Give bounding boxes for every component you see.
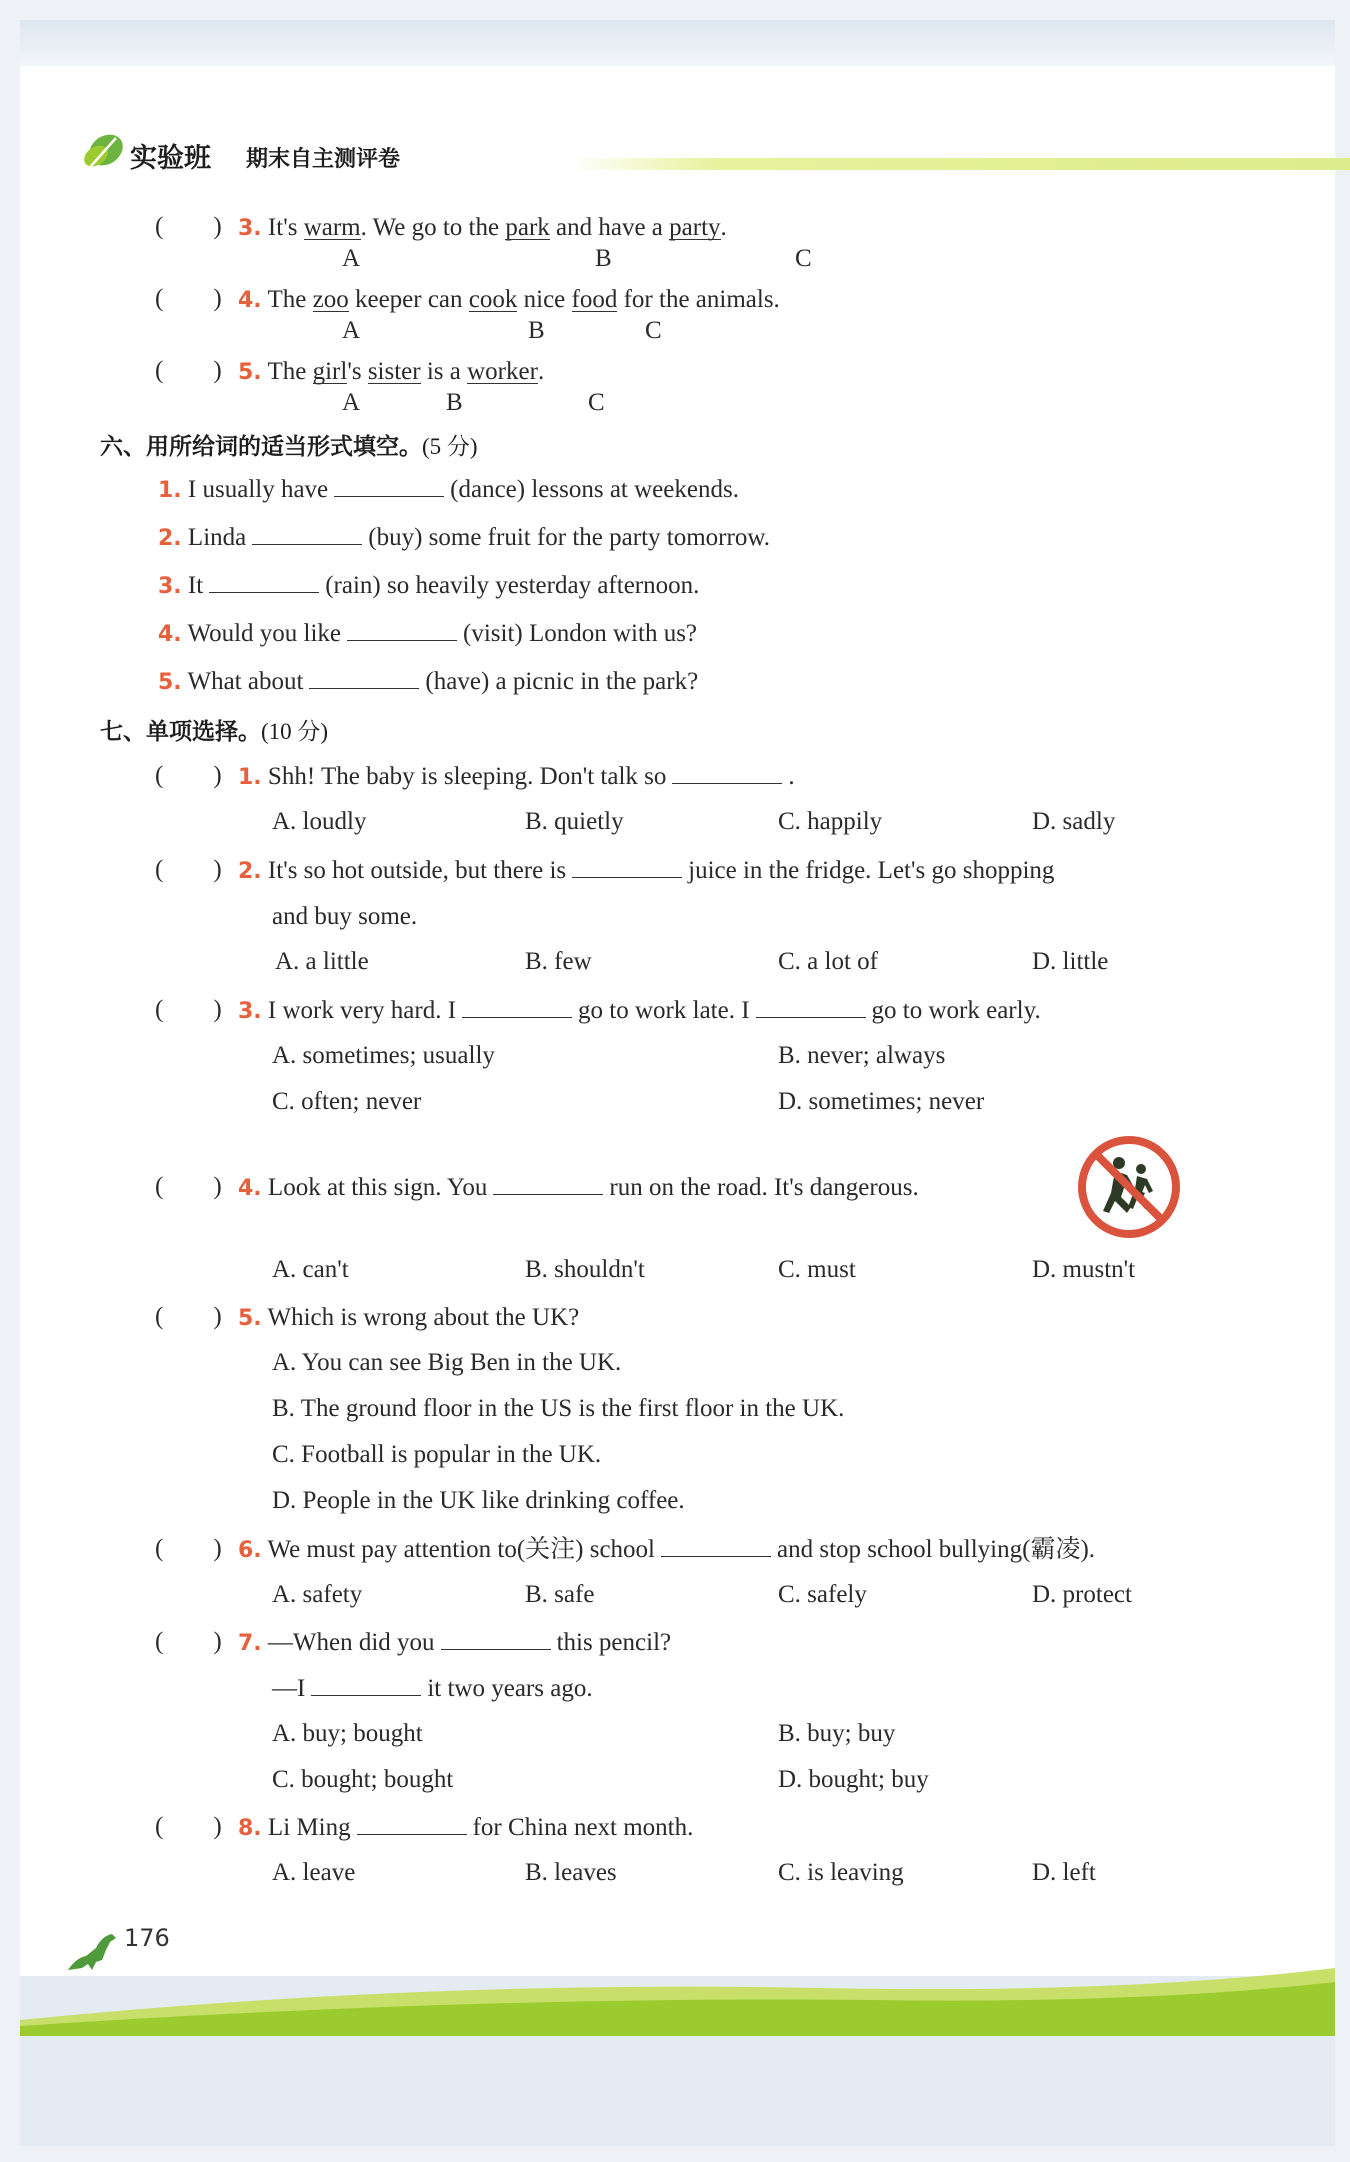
- answer-paren[interactable]: ( ): [155, 1628, 222, 1655]
- fill-item: 2. Linda (buy) some fruit for the party tomorrow.: [158, 524, 770, 551]
- question-row: 8. Li Ming for China next month.: [238, 1814, 694, 1841]
- option-b[interactable]: B. few: [525, 948, 592, 975]
- option-c[interactable]: C. bought; bought: [272, 1766, 454, 1793]
- answer-blank[interactable]: [441, 1628, 551, 1650]
- answer-blank[interactable]: [311, 1674, 421, 1696]
- question-row-continued: —I it two years ago.: [272, 1675, 593, 1702]
- fill-item: 1. I usually have (dance) lessons at weekends.: [158, 476, 739, 503]
- choice-mark: B: [595, 245, 612, 272]
- answer-paren[interactable]: ( ): [155, 285, 222, 312]
- question-row: [238, 213, 727, 244]
- question-row-continued: and buy some.: [272, 903, 418, 930]
- choice-mark: B: [446, 389, 463, 416]
- option-c[interactable]: C. often; never: [272, 1088, 422, 1115]
- option-d[interactable]: D. protect: [1032, 1581, 1132, 1608]
- option-d[interactable]: D. sometimes; never: [778, 1088, 985, 1115]
- option-d[interactable]: D. sadly: [1032, 808, 1116, 835]
- paper-subtitle: 期末自主测评卷: [246, 147, 401, 172]
- option-a[interactable]: A. can't: [272, 1256, 349, 1283]
- answer-paren[interactable]: ( ): [155, 213, 222, 240]
- answer-blank[interactable]: [661, 1535, 771, 1557]
- question-row: 7. —When did you this pencil?: [238, 1629, 672, 1656]
- option-a[interactable]: A. leave: [272, 1859, 356, 1886]
- question-row: [238, 285, 780, 316]
- option-c[interactable]: C. must: [778, 1256, 856, 1283]
- choice-mark: A: [342, 245, 361, 272]
- answer-paren[interactable]: ( ): [155, 1535, 222, 1562]
- option-d[interactable]: D. People in the UK like drinking coffee.: [272, 1487, 685, 1514]
- option-a[interactable]: A. safety: [272, 1581, 363, 1608]
- fill-item: 3. It (rain) so heavily yesterday afternoon.: [158, 572, 700, 599]
- section-title: 七、单项选择。(10 分): [100, 719, 329, 745]
- question-text: The zoo keeper can cook nice food for the animals.: [267, 286, 780, 313]
- answer-blank[interactable]: [462, 996, 572, 1018]
- fill-item: 4. Would you like (visit) London with us?: [158, 620, 698, 647]
- option-c[interactable]: C. Football is popular in the UK.: [272, 1441, 602, 1468]
- answer-paren[interactable]: ( ): [155, 856, 222, 883]
- option-d[interactable]: D. left: [1032, 1859, 1096, 1886]
- option-b[interactable]: B. The ground floor in the US is the first floor in the UK.: [272, 1395, 845, 1422]
- footer-wave: [20, 1960, 1335, 2036]
- option-a[interactable]: A. loudly: [272, 808, 367, 835]
- option-a[interactable]: A. a little: [275, 948, 369, 975]
- answer-blank[interactable]: [209, 571, 319, 593]
- answer-blank[interactable]: [347, 619, 457, 641]
- question-row: 1. Shh! The baby is sleeping. Don't talk so .: [238, 763, 795, 790]
- option-c[interactable]: C. a lot of: [778, 948, 878, 975]
- option-c[interactable]: C. is leaving: [778, 1859, 904, 1886]
- answer-blank[interactable]: [309, 667, 419, 689]
- answer-paren[interactable]: ( ): [155, 762, 222, 789]
- option-b[interactable]: B. buy; buy: [778, 1720, 896, 1747]
- choice-mark: A: [342, 389, 361, 416]
- option-d[interactable]: D. mustn't: [1032, 1256, 1136, 1283]
- answer-paren[interactable]: ( ): [155, 1813, 222, 1840]
- answer-paren[interactable]: ( ): [155, 996, 222, 1023]
- question-row: 5. Which is wrong about the UK?: [238, 1304, 580, 1331]
- option-c[interactable]: C. happily: [778, 808, 883, 835]
- answer-blank[interactable]: [493, 1173, 603, 1195]
- page-number: 176: [124, 1924, 170, 1952]
- question-row: 6. We must pay attention to(关注) school and stop school bullying(霸凌).: [238, 1536, 1096, 1563]
- question-text: It's warm. We go to the park and have a party.: [267, 214, 727, 241]
- question-row: 4. Look at this sign. You run on the road. It's dangerous.: [238, 1174, 919, 1201]
- no-running-sign-icon: [1075, 1133, 1183, 1241]
- answer-paren[interactable]: ( ): [155, 1173, 222, 1200]
- answer-blank[interactable]: [756, 996, 866, 1018]
- option-a[interactable]: A. You can see Big Ben in the UK.: [272, 1349, 622, 1376]
- answer-blank[interactable]: [672, 762, 782, 784]
- fill-item: 5. What about (have) a picnic in the park?: [158, 668, 699, 695]
- question-number: 4.: [238, 288, 262, 313]
- answer-paren[interactable]: ( ): [155, 357, 222, 384]
- option-b[interactable]: B. shouldn't: [525, 1256, 645, 1283]
- option-c[interactable]: C. safely: [778, 1581, 867, 1608]
- answer-blank[interactable]: [334, 475, 444, 497]
- option-d[interactable]: D. bought; buy: [778, 1766, 929, 1793]
- option-a[interactable]: A. sometimes; usually: [272, 1042, 495, 1069]
- question-row: [238, 357, 544, 388]
- option-b[interactable]: B. quietly: [525, 808, 624, 835]
- option-a[interactable]: A. buy; bought: [272, 1720, 423, 1747]
- choice-mark: C: [795, 245, 812, 272]
- option-b[interactable]: B. safe: [525, 1581, 595, 1608]
- answer-paren[interactable]: ( ): [155, 1303, 222, 1330]
- question-row: 2. It's so hot outside, but there is juice in the fridge. Let's go shopping: [238, 857, 1055, 884]
- question-number: 3.: [238, 216, 262, 241]
- option-b[interactable]: B. never; always: [778, 1042, 946, 1069]
- choice-mark: C: [588, 389, 605, 416]
- question-text: The girl's sister is a worker.: [267, 358, 545, 385]
- brand-title: 实验班: [130, 143, 211, 174]
- choice-mark: A: [342, 317, 361, 344]
- question-number: 5.: [238, 360, 262, 385]
- question-row: 3. I work very hard. I go to work late. I go to work early.: [238, 997, 1041, 1024]
- option-d[interactable]: D. little: [1032, 948, 1109, 975]
- option-b[interactable]: B. leaves: [525, 1859, 617, 1886]
- choice-mark: C: [645, 317, 662, 344]
- answer-blank[interactable]: [572, 856, 682, 878]
- choice-mark: B: [528, 317, 545, 344]
- answer-blank[interactable]: [357, 1813, 467, 1835]
- answer-blank[interactable]: [252, 523, 362, 545]
- section-title: 六、用所给词的适当形式填空。(5 分): [100, 434, 478, 460]
